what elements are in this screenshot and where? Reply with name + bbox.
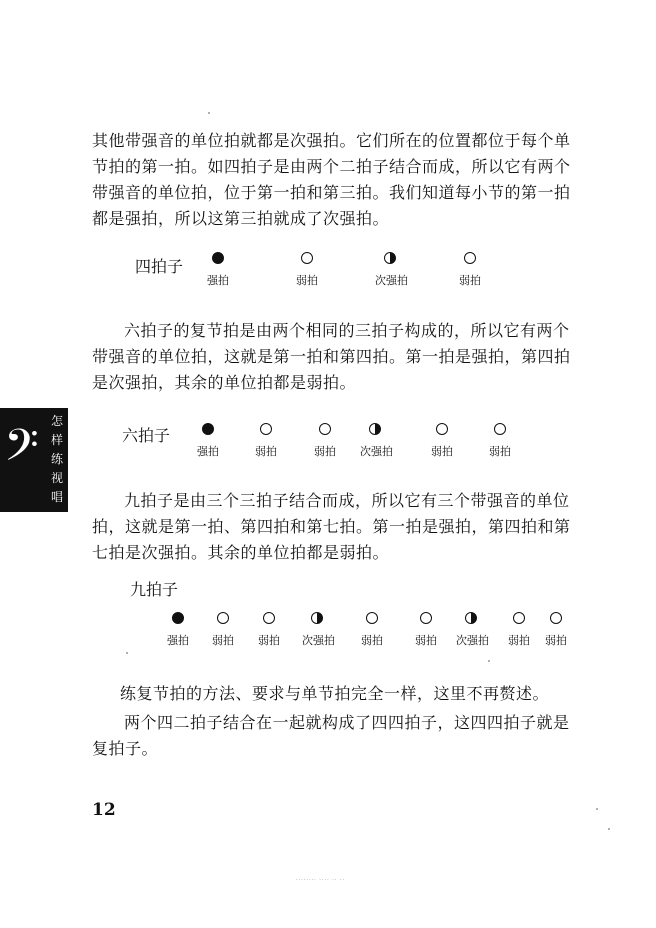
sub-beat-circle-icon — [465, 612, 477, 624]
weak-beat-circle-icon — [436, 423, 448, 435]
nine-beat-7 — [456, 612, 489, 648]
four-beat-3 — [375, 252, 408, 288]
sub-beat-circle-icon — [311, 612, 323, 624]
side-tab-title: 怎样练视唱 — [50, 414, 63, 504]
weak-beat-circle-icon — [366, 612, 378, 624]
beat-label: 弱拍 — [314, 445, 336, 458]
beat-label: 弱拍 — [508, 634, 530, 647]
strong-beat-circle-icon — [212, 252, 224, 264]
scan-speck — [126, 652, 128, 654]
scan-speck — [488, 660, 490, 662]
weak-beat-circle-icon — [494, 423, 506, 435]
scan-speck — [608, 828, 610, 830]
four-beat-label: 四拍子 — [135, 257, 184, 276]
beat-label: 强拍 — [207, 274, 229, 287]
six-beat-6 — [485, 423, 515, 459]
nine-beat-1 — [163, 612, 193, 648]
beat-label: 弱拍 — [545, 634, 567, 647]
six-beat-3 — [310, 423, 340, 459]
six-beat-4 — [360, 423, 393, 459]
beat-label: 弱拍 — [431, 445, 453, 458]
weak-beat-circle-icon — [319, 423, 331, 435]
page-number: 12 — [92, 800, 116, 820]
bass-clef-icon: 𝄢 — [4, 419, 39, 482]
paragraph-2: 六拍子的复节拍是由两个相同的三拍子构成的，所以它有两个带强音的单位拍，这就是第一拍和第四拍。第一拍是强拍，第四拍是次强拍，其余的单位拍都是弱拍。 — [92, 321, 571, 392]
paragraph-3: 九拍子是由三个三拍子结合而成，所以它有三个带强音的单位拍，这就是第一拍、第四拍和第七拍。第一拍是强拍，第四拍和第七拍是次强拍。其余的单位拍都是弱拍。 — [92, 491, 571, 562]
six-beat-2 — [251, 423, 281, 459]
beat-label: 次强拍 — [360, 445, 393, 458]
nine-beat-label: 九拍子 — [130, 580, 179, 599]
beat-label: 弱拍 — [415, 634, 437, 647]
weak-beat-circle-icon — [550, 612, 562, 624]
paragraph-5: 两个四二拍子结合在一起就构成了四四拍子，这四四拍子就是复拍子。 — [92, 713, 570, 758]
footer-marks: ........ .... .. .. — [296, 876, 346, 882]
weak-beat-circle-icon — [464, 252, 476, 264]
four-beat-1 — [203, 252, 233, 288]
beat-label: 弱拍 — [296, 274, 318, 287]
sub-beat-circle-icon — [384, 252, 396, 264]
paragraph-1: 其他带强音的单位拍就都是次强拍。它们所在的位置都位于每个单节拍的第一拍。如四拍子是由两个二拍子结合而成，所以它有两个带强音的单位拍，位于第一拍和第三拍。我们知道每小节的第一拍都是强拍，所以这第三拍就成了次强拍。 — [92, 131, 571, 228]
sub-beat-circle-icon — [369, 423, 381, 435]
weak-beat-circle-icon — [263, 612, 275, 624]
four-beat-4 — [455, 252, 485, 288]
nine-beat-8 — [504, 612, 534, 648]
scan-speck — [208, 112, 210, 114]
beat-label: 次强拍 — [302, 634, 335, 647]
paragraph-4: 练复节拍的方法、要求与单节拍完全一样，这里不再赘述。 — [120, 684, 550, 703]
beat-label: 弱拍 — [361, 634, 383, 647]
beat-label: 弱拍 — [258, 634, 280, 647]
strong-beat-circle-icon — [202, 423, 214, 435]
beat-label: 弱拍 — [459, 274, 481, 287]
beat-label: 强拍 — [197, 445, 219, 458]
nine-beat-9 — [541, 612, 571, 648]
weak-beat-circle-icon — [260, 423, 272, 435]
beat-label: 次强拍 — [375, 274, 408, 287]
beat-label: 强拍 — [167, 634, 189, 647]
six-beat-5 — [427, 423, 457, 459]
beat-label: 弱拍 — [212, 634, 234, 647]
chapter-side-tab — [0, 408, 68, 512]
nine-beat-4 — [302, 612, 335, 648]
weak-beat-circle-icon — [301, 252, 313, 264]
nine-beat-3 — [254, 612, 284, 648]
beat-label: 弱拍 — [255, 445, 277, 458]
scan-speck — [596, 808, 598, 810]
six-beat-1 — [193, 423, 223, 459]
weak-beat-circle-icon — [217, 612, 229, 624]
six-beat-label: 六拍子 — [122, 426, 171, 445]
nine-beat-6 — [411, 612, 441, 648]
weak-beat-circle-icon — [513, 612, 525, 624]
strong-beat-circle-icon — [172, 612, 184, 624]
weak-beat-circle-icon — [420, 612, 432, 624]
beat-label: 次强拍 — [456, 634, 489, 647]
four-beat-2 — [292, 252, 322, 288]
beat-label: 弱拍 — [489, 445, 511, 458]
nine-beat-5 — [357, 612, 387, 648]
nine-beat-2 — [208, 612, 238, 648]
